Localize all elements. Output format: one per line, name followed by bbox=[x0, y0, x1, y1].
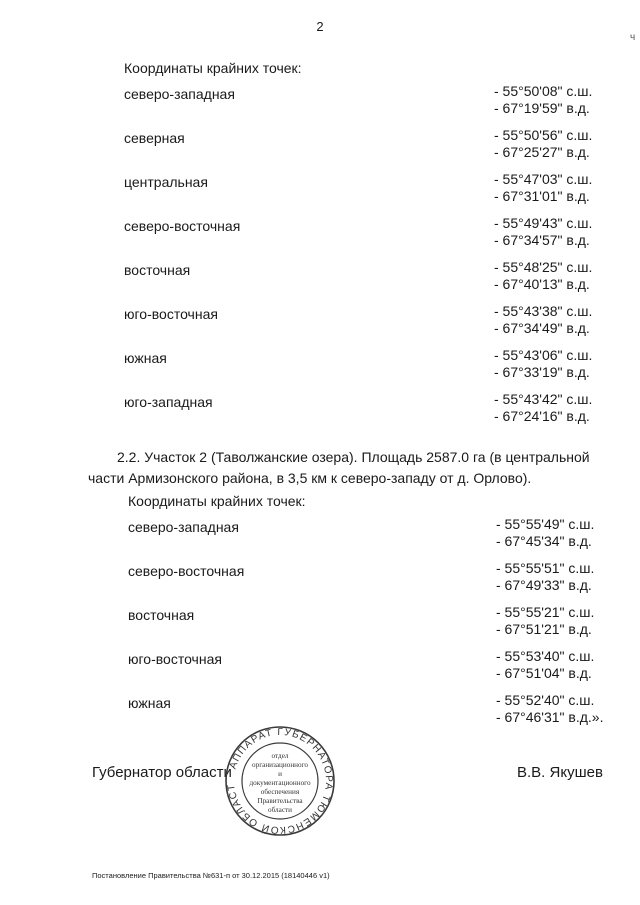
footer-reference: Постановление Правительства №631-п от 30.12.2015 (18140446 v1) bbox=[92, 871, 330, 880]
corner-mark: ч bbox=[630, 32, 636, 43]
latitude-value: - 55°43'06" с.ш. bbox=[494, 347, 593, 363]
point-label: северо-западная bbox=[124, 86, 235, 102]
latitude-value: - 55°43'38" с.ш. bbox=[494, 303, 593, 319]
longitude-value: - 67°46'31" в.д.». bbox=[496, 709, 604, 725]
longitude-value: - 67°24'16" в.д. bbox=[494, 408, 590, 424]
point-label: юго-восточная bbox=[128, 651, 222, 667]
paragraph-line-1: 2.2. Участок 2 (Таволжанские озера). Площадь 2587.0 га (в центральной bbox=[117, 449, 590, 465]
latitude-value: - 55°55'51" с.ш. bbox=[496, 560, 595, 576]
longitude-value: - 67°25'27" в.д. bbox=[494, 144, 590, 160]
longitude-value: - 67°45'34" в.д. bbox=[496, 533, 592, 549]
longitude-value: - 67°19'59" в.д. bbox=[494, 100, 590, 116]
longitude-value: - 67°34'49" в.д. bbox=[494, 320, 590, 336]
paragraph-line-2: части Армизонского района, в 3,5 км к северо-западу от д. Орлово). bbox=[88, 470, 532, 486]
latitude-value: - 55°43'42" с.ш. bbox=[494, 391, 593, 407]
point-label: северо-восточная bbox=[128, 563, 245, 579]
stamp-ring-text: АППАРАТ ГУБЕРНАТОРА ТЮМЕНСКОЙ ОБЛАСТ bbox=[225, 726, 335, 836]
stamp-center-line: документационного bbox=[249, 779, 311, 787]
longitude-value: - 67°51'04" в.д. bbox=[496, 665, 592, 681]
longitude-value: - 67°49'33" в.д. bbox=[496, 577, 592, 593]
latitude-value: - 55°48'25" с.ш. bbox=[494, 259, 593, 275]
signature-title: Губернатор области bbox=[92, 764, 232, 781]
latitude-value: - 55°50'56" с.ш. bbox=[494, 127, 593, 143]
latitude-value: - 55°50'08" с.ш. bbox=[494, 83, 593, 99]
point-label: восточная bbox=[128, 607, 195, 623]
point-label: северная bbox=[124, 130, 185, 146]
point-label: южная bbox=[128, 695, 171, 711]
point-label: восточная bbox=[124, 262, 191, 278]
longitude-value: - 67°31'01" в.д. bbox=[494, 188, 590, 204]
longitude-value: - 67°51'21" в.д. bbox=[496, 621, 592, 637]
official-stamp bbox=[224, 725, 336, 837]
latitude-value: - 55°53'40" с.ш. bbox=[496, 648, 595, 664]
latitude-value: - 55°47'03" с.ш. bbox=[494, 171, 593, 187]
coordinates-heading-1: Координаты крайних точек: bbox=[124, 60, 302, 76]
latitude-value: - 55°52'40" с.ш. bbox=[496, 692, 595, 708]
point-label: юго-восточная bbox=[124, 306, 218, 322]
stamp-center-line: отдел bbox=[271, 752, 289, 760]
point-label: юго-западная bbox=[124, 394, 213, 410]
latitude-value: - 55°55'21" с.ш. bbox=[496, 604, 595, 620]
point-label: северо-восточная bbox=[124, 218, 241, 234]
stamp-center-line: и bbox=[278, 770, 282, 778]
latitude-value: - 55°55'49" с.ш. bbox=[496, 516, 595, 532]
point-label: южная bbox=[124, 350, 167, 366]
coordinates-heading-2: Координаты крайних точек: bbox=[128, 493, 306, 509]
stamp-center-line: обеспечения bbox=[260, 788, 300, 796]
latitude-value: - 55°49'43" с.ш. bbox=[494, 215, 593, 231]
point-label: северо-западная bbox=[128, 519, 239, 535]
page-number: 2 bbox=[316, 19, 324, 34]
longitude-value: - 67°33'19" в.д. bbox=[494, 364, 590, 380]
stamp-center-line: организационного bbox=[252, 761, 308, 769]
stamp-center-line: Правительства bbox=[257, 797, 303, 805]
point-label: центральная bbox=[124, 174, 208, 190]
stamp-center-line: области bbox=[267, 806, 293, 814]
signatory-name: В.В. Якушев bbox=[517, 764, 603, 781]
longitude-value: - 67°34'57" в.д. bbox=[494, 232, 590, 248]
longitude-value: - 67°40'13" в.д. bbox=[494, 276, 590, 292]
